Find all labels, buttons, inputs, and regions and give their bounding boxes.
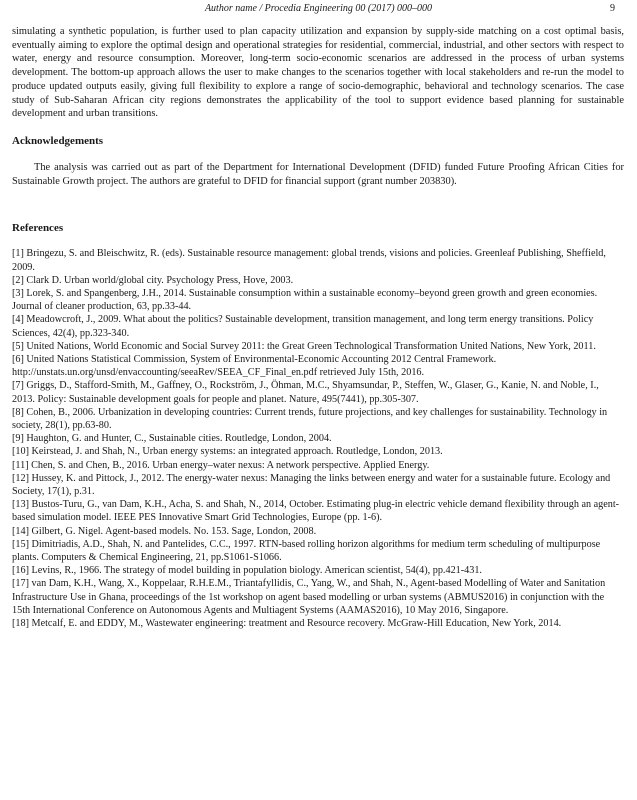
reference-item-12: [12] Hussey, K. and Pittock, J., 2012. The energy-water nexus: Managing the links between energy and water for a sustainable future. Ecology and Society, 17(1), p.31. <box>12 472 611 497</box>
running-title: Author name / Procedia Engineering 00 (2017) 000–000 <box>204 3 433 14</box>
reference-item-2: [2] Clark D. Urban world/global city. Psychology Press, Hove, 2003. <box>12 274 294 286</box>
reference-item-18: [18] Metcalf, E. and EDDY, M., Wastewater engineering: treatment and Resource recovery. McGraw-Hill Education, New York, 2014. <box>12 618 562 630</box>
reference-list <box>12 247 624 630</box>
reference-item-7: [7] Griggs, D., Stafford-Smith, M., Gaffney, O., Rockström, J., Öhman, M.C., Shyamsundar, P., Steffen, W., Glaser, G., Kanie, N. and Noble, I., 2013. Policy: Sustainable development goals for people and planet. Nature, 495(7441), pp.305-307. <box>12 380 599 405</box>
acknowledgements-text: The analysis was carried out as part of the Department for International Development (DFID) funded Future Proofing African Cities for Sustainable Growth project. The authors are grateful to DFID for financial support (grant number 203830). <box>12 161 624 187</box>
reference-item-15: [15] Dimitriadis, A.D., Shah, N. and Pantelides, C.C., 1997. RTN-based rolling horizon algorithms for medium term scheduling of multipurpose plants. Computers & Chemical Engineering, 21, pp.S1061-S1066. <box>12 538 601 563</box>
reference-item-16: [16] Levins, R., 1966. The strategy of model building in population biology. American scientist, 54(4), pp.421-431. <box>12 565 482 577</box>
page-number: 9 <box>610 3 615 14</box>
reference-item-13: [13] Bustos-Turu, G., van Dam, K.H., Acha, S. and Shah, N., 2014, October. Estimating plug-in electric vehicle demand flexibility through an agent-based simulation model. IEEE PES Innovative Smart Grid Technologies, Europe (pp. 1-6). <box>12 499 620 524</box>
reference-item-4: [4] Meadowcroft, J., 2009. What about the politics? Sustainable development, transition management, and long term energy transitions. Policy Sciences, 42(4), pp.323-340. <box>12 314 594 339</box>
reference-item-11: [11] Chen, S. and Chen, B., 2016. Urban energy–water nexus: A network perspective. Applied Energy. <box>12 459 430 471</box>
references-heading: References <box>12 222 64 235</box>
reference-item-1: [1] Bringezu, S. and Bleischwitz, R. (eds). Sustainable resource management: global trends, visions and policies. Greenleaf Publishing, Sheffield, 2009. <box>12 248 606 273</box>
reference-item-14: [14] Gilbert, G. Nigel. Agent-based models. No. 153. Sage, London, 2008. <box>12 525 317 537</box>
reference-item-9: [9] Haughton, G. and Hunter, C., Sustainable cities. Routledge, London, 2004. <box>12 433 332 445</box>
reference-item-10: [10] Keirstead, J. and Shah, N., Urban energy systems: an integrated approach. Routledge, London, 2013. <box>12 446 443 458</box>
body-paragraph: simulating a synthetic population, is further used to plan capacity utilization and expansion by supply-side matching on a cost optimal basis, eventually aiming to explore the optimal design and operational strategies for residential, commercial, industrial, and other sectors with respect to water, energy and resource consumption. Moreover, long-term socio-economic scenarios are addressed in the process of urban systems development. The bottom-up approach allows the user to make changes to the scenarios together with local stakeholders and re-run the model to produce updated outputs easily, giving full flexibility to explore a range of socio-demographic, behavioral and technology scenarios. The case study of Sub-Saharan African city regions demonstrates the applicability of the tool to support evidence based planning for sustainable development and urban transitions. <box>12 26 624 120</box>
reference-item-5: [5] United Nations, World Economic and Social Survey 2011: the Great Green Technological Transformation United Nations, New York, 2011. <box>12 340 596 352</box>
reference-item-17: [17] van Dam, K.H., Wang, X., Koppelaar, R.H.E.M., Triantafyllidis, C., Yang, W., and Shah, N., Agent-based Modelling of Water and Sanitation Infrastructure Use in Ghana, proceedings of the 1st workshop on agent based modelling or urban systems (ABMUS2016) in conjunction with the 15th International Conference on Autonomous Agents and Multiagent Systems (AAMAS2016), 10 May 2016, Singapore. <box>12 578 606 616</box>
reference-item-8: [8] Cohen, B., 2006. Urbanization in developing countries: Current trends, future projections, and key challenges for sustainability. Technology in society, 28(1), pp.63-80. <box>12 406 608 431</box>
page-content <box>12 22 624 630</box>
running-header <box>0 3 637 17</box>
acknowledgements-heading: Acknowledgements <box>12 134 104 147</box>
reference-item-3: [3] Lorek, S. and Spangenberg, J.H., 2014. Sustainable consumption within a sustainable economy–beyond green growth and green economies. Journal of cleaner production, 63, pp.33-44. <box>12 287 598 313</box>
reference-item-6: [6] United Nations Statistical Commission, System of Environmental-Economic Accounting 2012 Central Framework. http://unstats.un.org/unsd/envaccounting/seeaRev/SEEA_CF_Final_en.pdf retrieved July 15th, 2016. <box>12 353 497 379</box>
